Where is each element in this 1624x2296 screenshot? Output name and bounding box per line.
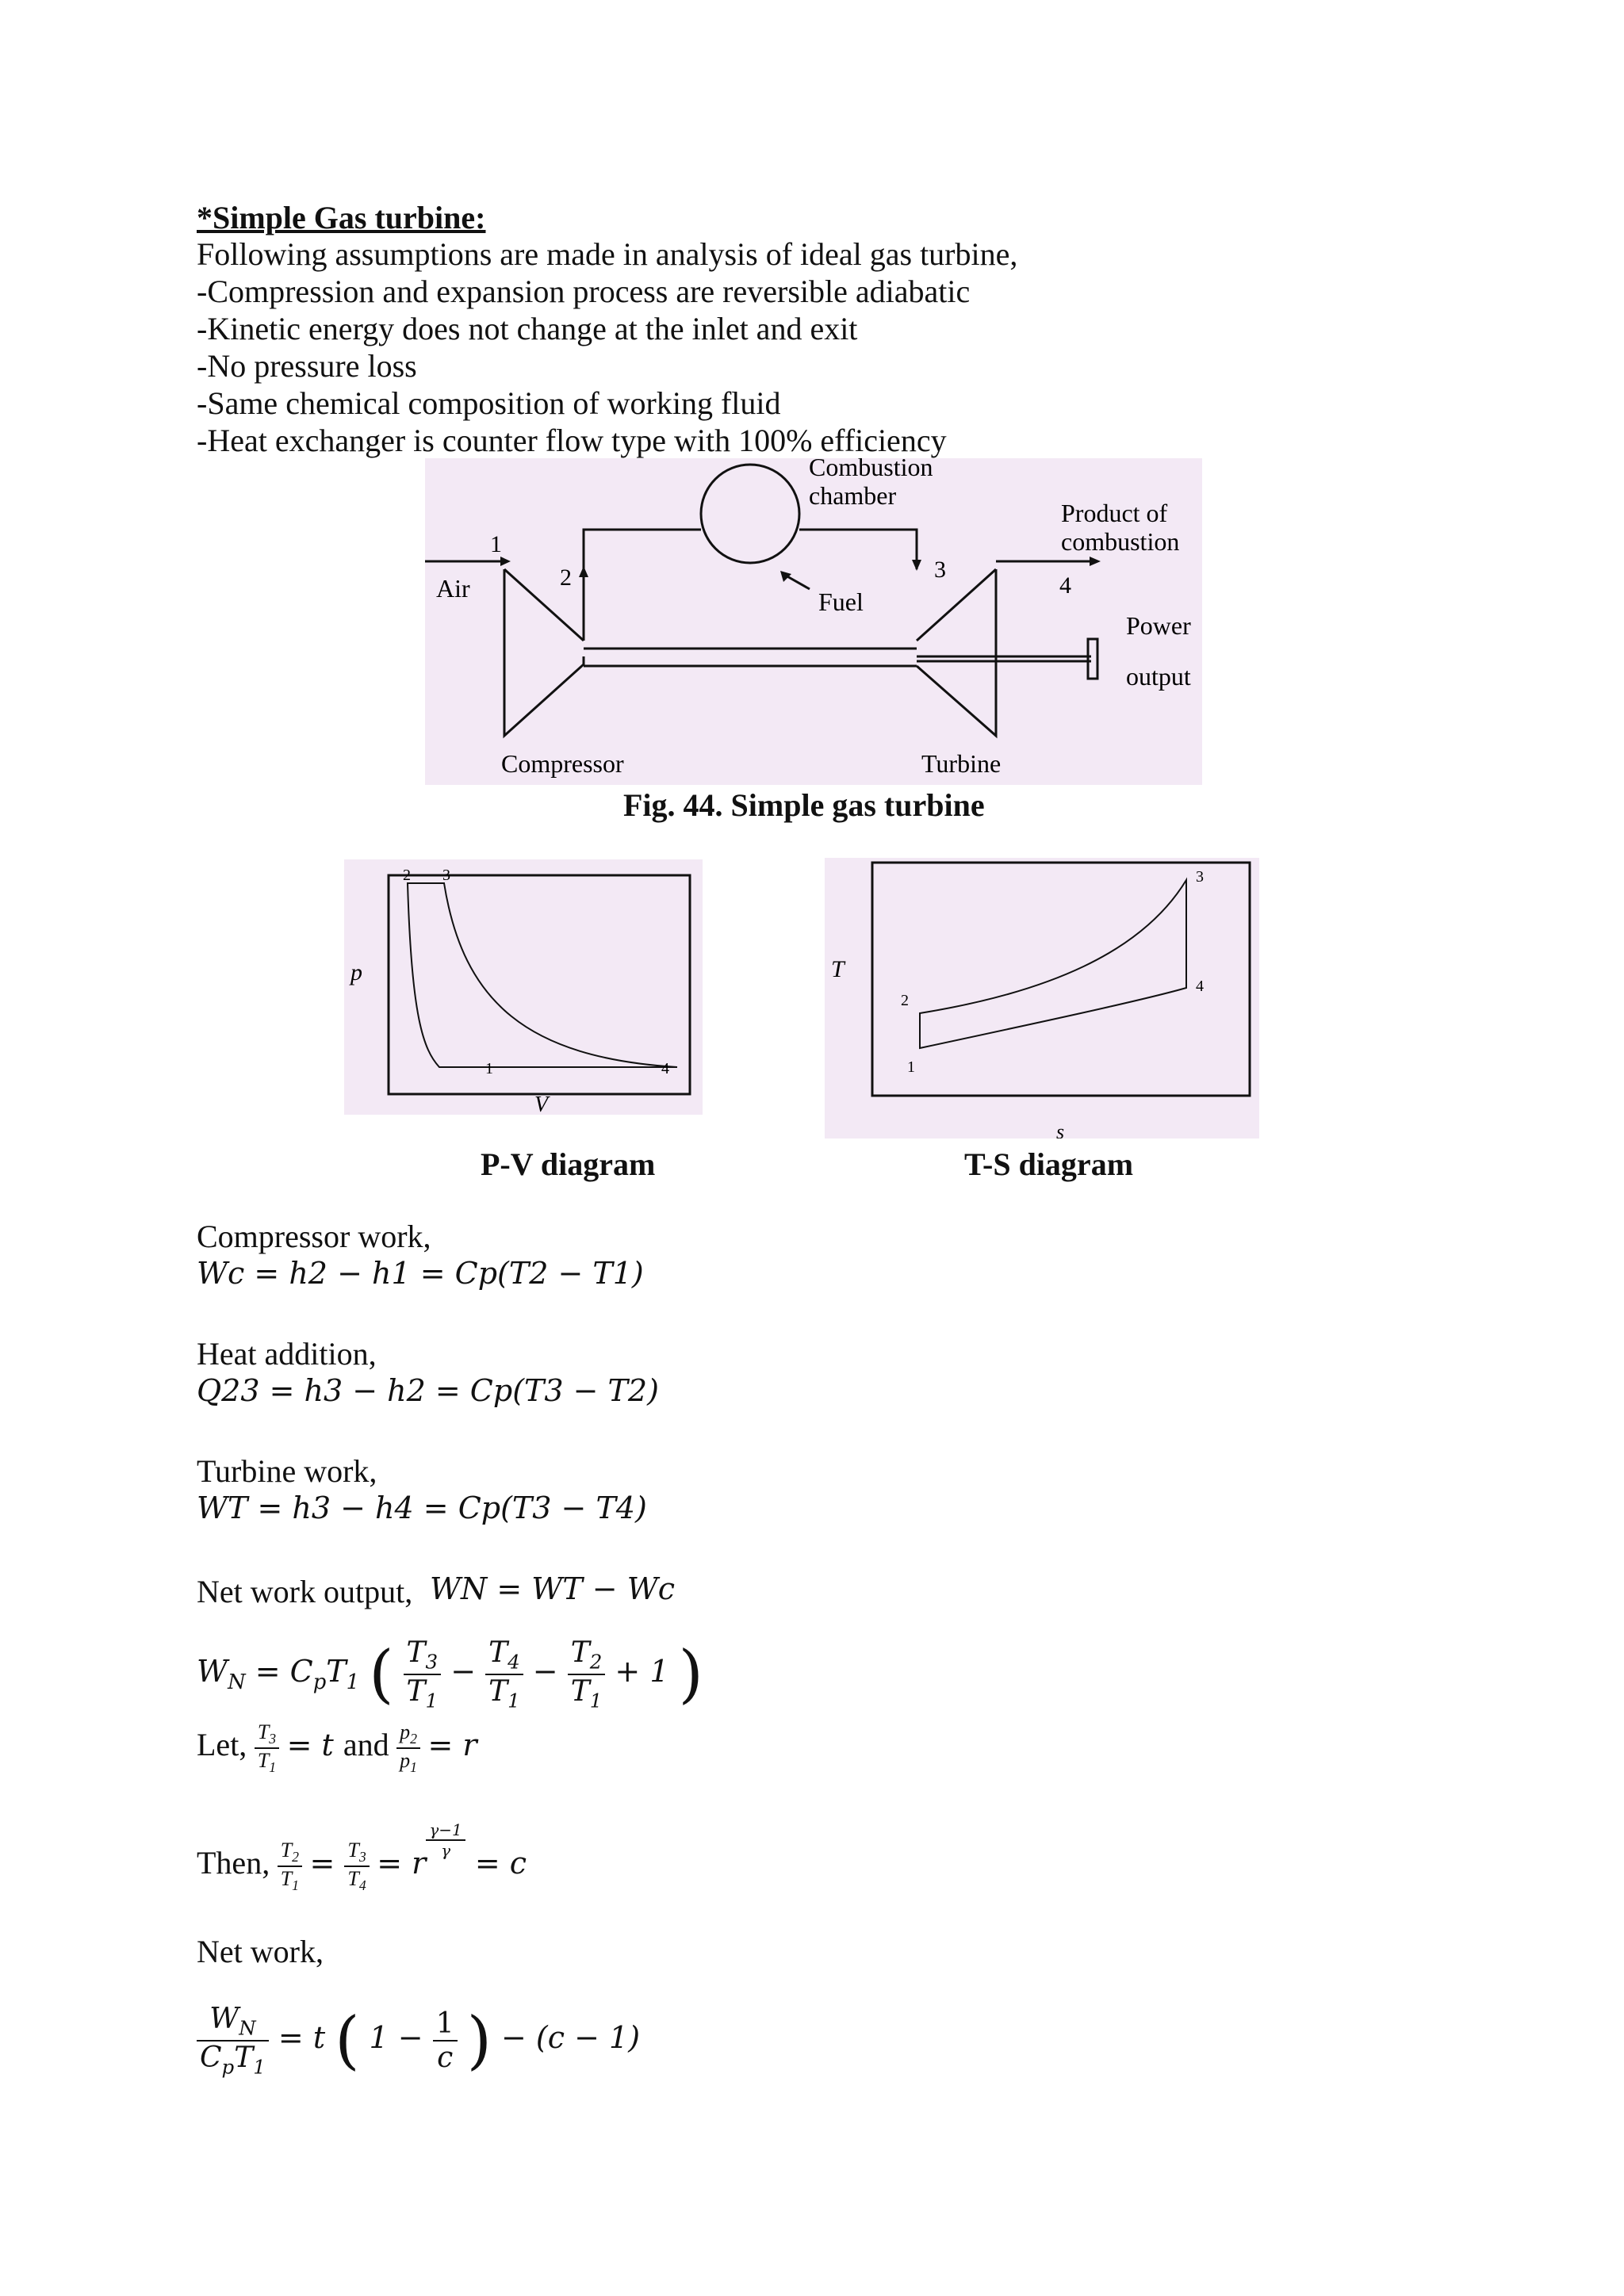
pv-axis-p: p: [350, 959, 362, 985]
let-label: Let,: [197, 1726, 247, 1762]
label-air: Air: [436, 574, 470, 603]
figure-caption: Fig. 44. Simple gas turbine: [623, 787, 985, 823]
assumption-item: -Heat exchanger is counter flow type with 100% efficiency: [197, 423, 947, 458]
pv-axis-v: V: [534, 1093, 549, 1115]
ts-axis-s: s: [1056, 1120, 1065, 1138]
heat-addition-label: Heat addition,: [197, 1336, 377, 1372]
intro-text: Following assumptions are made in analysis of ideal gas turbine,: [197, 236, 1018, 272]
ts-axis-t: T: [831, 956, 845, 982]
net-work-output-equation: WN = WT − Wc: [430, 1571, 676, 1606]
assumption-item: -Compression and expansion process are reversible adiabatic: [197, 274, 971, 309]
turbine-work-equation: WT = h3 − h4 = Cp(T3 − T4): [197, 1490, 647, 1525]
turbine-work-label: Turbine work,: [197, 1453, 377, 1489]
net-work-expansion: $W_N = C_pT_1$ ( $\frac{T_3}{T_1}$ − $\frac{T_4}{T_1}$ − $\frac{T_2}{T_1}$ + 1 ): [197, 1636, 703, 1712]
label-combustion: Combustion: [809, 458, 933, 481]
ts-diagram-svg: [825, 858, 1259, 1138]
let-and: and: [343, 1726, 389, 1762]
label-point-3: 3: [934, 557, 946, 583]
pv-point-1: 1: [485, 1060, 493, 1077]
then-relation: Then, $\frac{T_2}{T_1}$ = $\frac{T_3}{T_4}$ = r $\frac{\gamma-1}{\gamma}$ = c: [197, 1820, 527, 1894]
net-work-label: Net work,: [197, 1934, 324, 1969]
pv-diagram-svg: [344, 859, 703, 1115]
label-fuel: Fuel: [818, 587, 864, 616]
label-compressor: Compressor: [501, 749, 624, 778]
net-work-final-equation: $\frac{W_N}{C_pT_1}$ = t ( 1 − $\frac{1}{c}$ ) − (c − 1): [197, 2003, 640, 2078]
compressor-work-label: Compressor work,: [197, 1219, 431, 1254]
heat-addition-equation: Q23 = h3 − h2 = Cp(T3 − T2): [197, 1373, 659, 1408]
label-combustion-2: combustion: [1061, 527, 1180, 556]
assumption-item: -Kinetic energy does not change at the inlet and exit: [197, 311, 858, 346]
ts-point-4: 4: [1196, 978, 1204, 995]
label-product: Product of: [1061, 499, 1168, 527]
gas-turbine-figure: [425, 458, 1202, 785]
then-label: Then,: [197, 1845, 270, 1881]
label-chamber: chamber: [809, 481, 897, 510]
compressor-work-equation: Wc = h2 − h1 = Cp(T2 − T1): [197, 1256, 644, 1291]
net-work-output-label: Net work output,: [197, 1574, 413, 1609]
label-point-4: 4: [1059, 572, 1071, 599]
assumption-item: -Same chemical composition of working fluid: [197, 385, 781, 421]
ts-point-1: 1: [907, 1058, 915, 1076]
pv-caption: P-V diagram: [481, 1146, 656, 1182]
ts-point-3: 3: [1196, 868, 1204, 886]
let-definition: Let, $\frac{T_3}{T_1}$ = t and $\frac{p_2}{p_1}$ = r: [197, 1720, 477, 1776]
gas-turbine-schematic: [425, 458, 1202, 785]
pv-point-2: 2: [403, 867, 411, 884]
label-point-2: 2: [560, 564, 572, 591]
ts-point-2: 2: [901, 992, 909, 1009]
pv-diagram: [344, 859, 703, 1115]
pv-point-4: 4: [661, 1060, 669, 1077]
label-turbine: Turbine: [921, 749, 1002, 778]
pv-point-3: 3: [442, 867, 450, 884]
label-point-1: 1: [490, 531, 502, 557]
label-output: output: [1126, 662, 1191, 691]
assumption-item: -No pressure loss: [197, 348, 417, 384]
ts-diagram: [825, 858, 1259, 1138]
ts-caption: T-S diagram: [964, 1146, 1134, 1182]
page-title: *Simple Gas turbine:: [197, 200, 486, 235]
label-power: Power: [1126, 611, 1191, 640]
